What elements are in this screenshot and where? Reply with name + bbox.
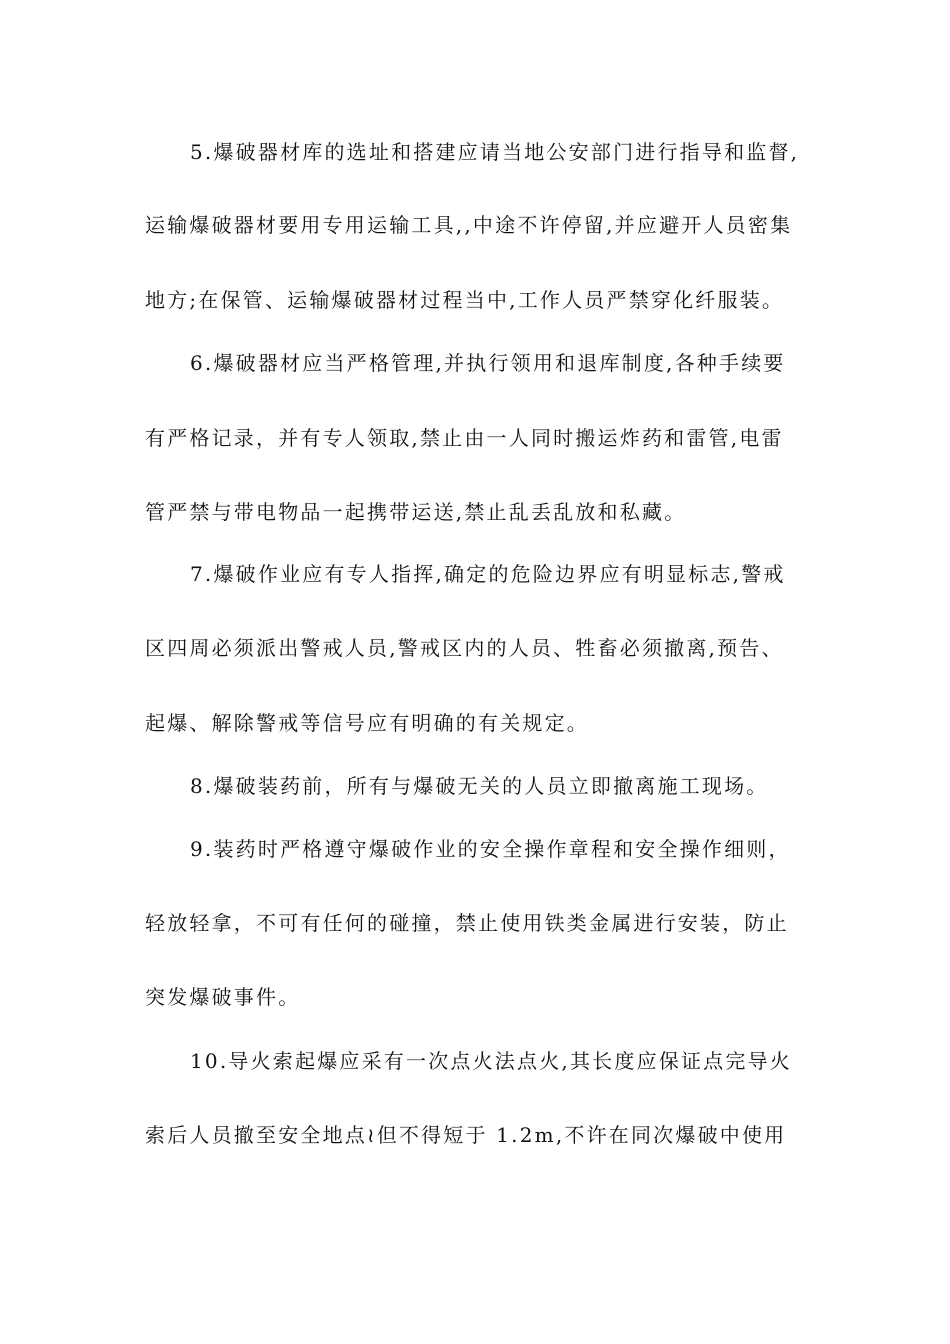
- paragraph-10-line-2: 索后人员撤至安全地点≀但不得短于 1.2m,不许在同次爆破中使用: [145, 1123, 787, 1147]
- paragraph-8-line-1: 8.爆破装药前，所有与爆破无关的人员立即撤离施工现场。: [190, 774, 769, 798]
- paragraph-7-line-1: 7.爆破作业应有专人指挥,确定的危险边界应有明显标志,警戒: [190, 562, 786, 586]
- paragraph-5-line-2: 运输爆破器材要用专用运输工具,,中途不许停留,并应避开人员密集: [145, 213, 793, 237]
- paragraph-5-line-3: 地方;在保管、运输爆破器材过程当中,工作人员严禁穿化纤服装。: [145, 288, 785, 312]
- paragraph-7-line-2: 区四周必须派出警戒人员,警戒区内的人员、牲畜必须撤离,预告、: [145, 636, 784, 660]
- paragraph-6-line-3: 管严禁与带电物品一起携带运送,禁止乱丢乱放和私藏。: [145, 500, 687, 524]
- paragraph-7-line-3: 起爆、解除警戒等信号应有明确的有关规定。: [145, 711, 589, 735]
- paragraph-5-line-1: 5.爆破器材库的选址和搭建应请当地公安部门进行指导和监督,: [190, 140, 800, 164]
- paragraph-6-line-2: 有严格记录，并有专人领取,禁止由一人同时搬运炸药和雷管,电雷: [145, 426, 784, 450]
- paragraph-6-line-1: 6.爆破器材应当严格管理,并执行领用和退库制度,各种手续要: [190, 351, 786, 375]
- paragraph-9-line-3: 突发爆破事件。: [145, 985, 301, 1009]
- paragraph-9-line-2: 轻放轻拿，不可有任何的碰撞，禁止使用铁类金属进行安装，防止: [145, 911, 789, 935]
- paragraph-10-line-1: 10.导火索起爆应采有一次点火法点火,其长度应保证点完导火: [190, 1049, 792, 1073]
- paragraph-9-line-1: 9.装药时严格遵守爆破作业的安全操作章程和安全操作细则，: [190, 837, 791, 861]
